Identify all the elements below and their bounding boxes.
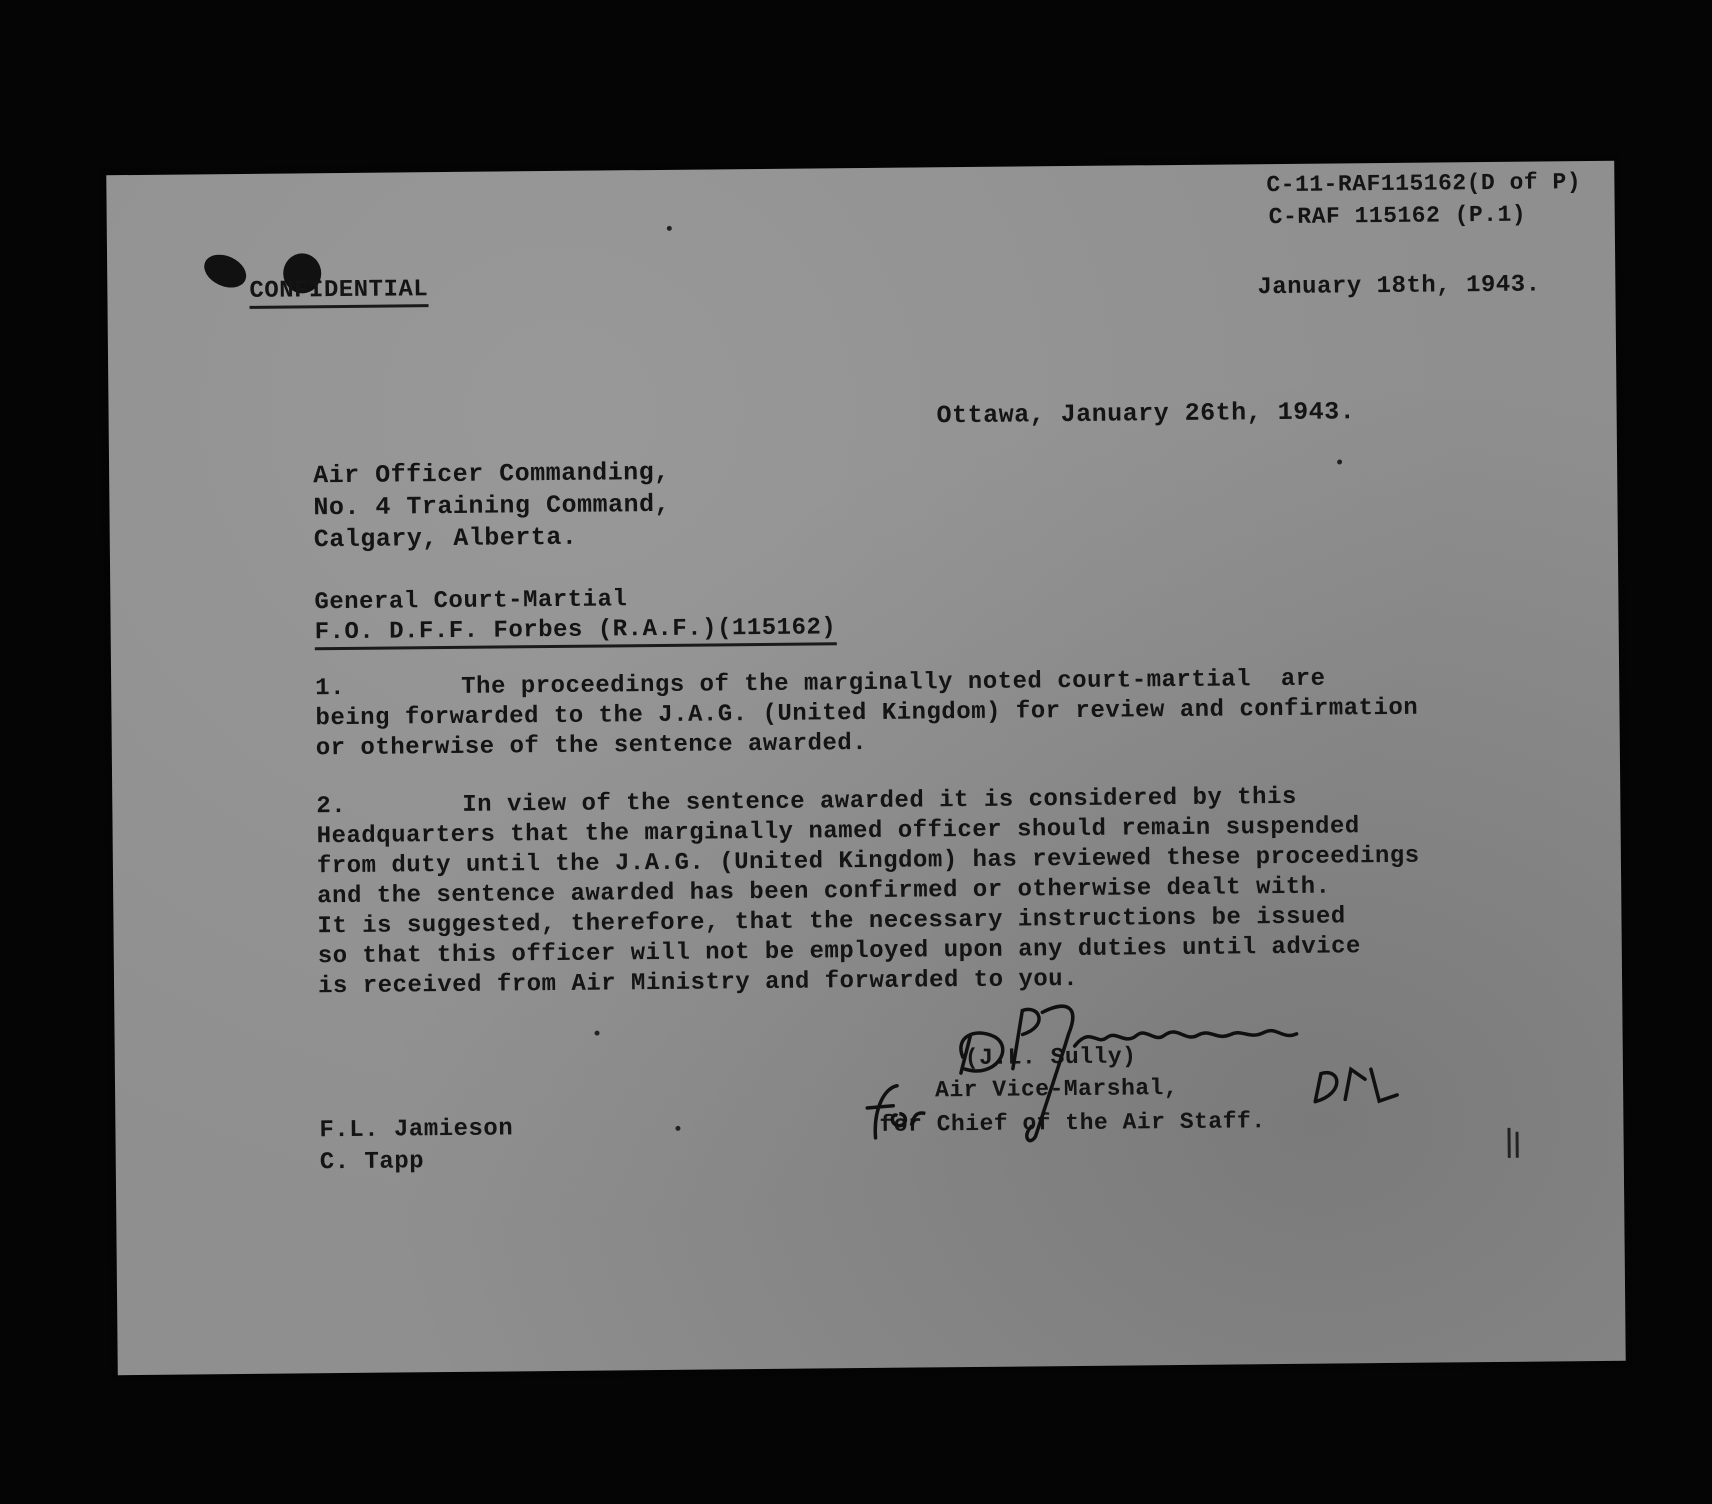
received-date: January 18th, 1943. — [1257, 271, 1541, 302]
copy-recipient: C. Tapp — [319, 1148, 425, 1177]
paragraph-line: and the sentence awarded has been confirmed or otherwise dealt with. — [317, 873, 1331, 911]
file-reference-2: C-RAF 115162 (P.1) — [1268, 201, 1527, 231]
letter-date: Ottawa, January 26th, 1943. — [936, 397, 1356, 431]
paragraph-number: 1. — [315, 674, 346, 703]
paragraph-line: Headquarters that the marginally named officer should remain suspended — [316, 813, 1360, 851]
paragraph-line: The proceedings of the marginally noted court-martial are — [461, 665, 1326, 701]
signatory-rank: Air Vice-Marshal, — [934, 1075, 1179, 1104]
stray-mark — [1516, 1132, 1519, 1158]
addressee-line: No. 4 Training Command, — [313, 489, 671, 523]
signatory-name: (J.L. Sully) — [964, 1043, 1137, 1072]
paragraph-line: so that this officer will not be employed upon any duties until advice — [317, 933, 1362, 971]
paragraph-line: being forwarded to the J.A.G. (United Kingdom) for review and confirmation — [315, 694, 1419, 733]
classification-stamp: CONFIDENTIAL — [249, 278, 428, 309]
handwritten-signature — [844, 983, 1406, 1158]
paragraph-line: is received from Air Ministry and forwarded to you. — [317, 965, 1079, 1001]
paragraph-line: In view of the sentence awarded it is considered by this — [462, 783, 1297, 819]
addressee-line: Calgary, Alberta. — [313, 522, 578, 555]
stray-mark — [1507, 1128, 1510, 1158]
stray-mark — [1337, 459, 1342, 464]
paragraph-line: or otherwise of the sentence awarded. — [315, 729, 868, 763]
stray-mark — [595, 1031, 600, 1036]
subject-line: General Court-Martial — [314, 586, 628, 617]
paragraph-line: It is suggested, therefore, that the necessary instructions be issued — [317, 903, 1346, 941]
signatory-for-line: for Chief of the Air Staff. — [879, 1108, 1266, 1138]
subject-officer: F.O. D.F.F. Forbes (R.A.F.)(115162) — [315, 616, 837, 650]
paragraph-line: from duty until the J.A.G. (United Kingdom) has reviewed these proceedings — [316, 842, 1420, 881]
copy-recipient: F.L. Jamieson — [319, 1115, 514, 1145]
document-page — [106, 161, 1625, 1375]
stray-mark — [675, 1126, 680, 1131]
stray-mark — [667, 226, 672, 231]
paragraph-number: 2. — [316, 792, 347, 821]
ink-blot — [199, 248, 251, 294]
file-reference-1: C-11-RAF115162(D of P) — [1266, 169, 1582, 199]
addressee-line: Air Officer Commanding, — [313, 457, 670, 491]
